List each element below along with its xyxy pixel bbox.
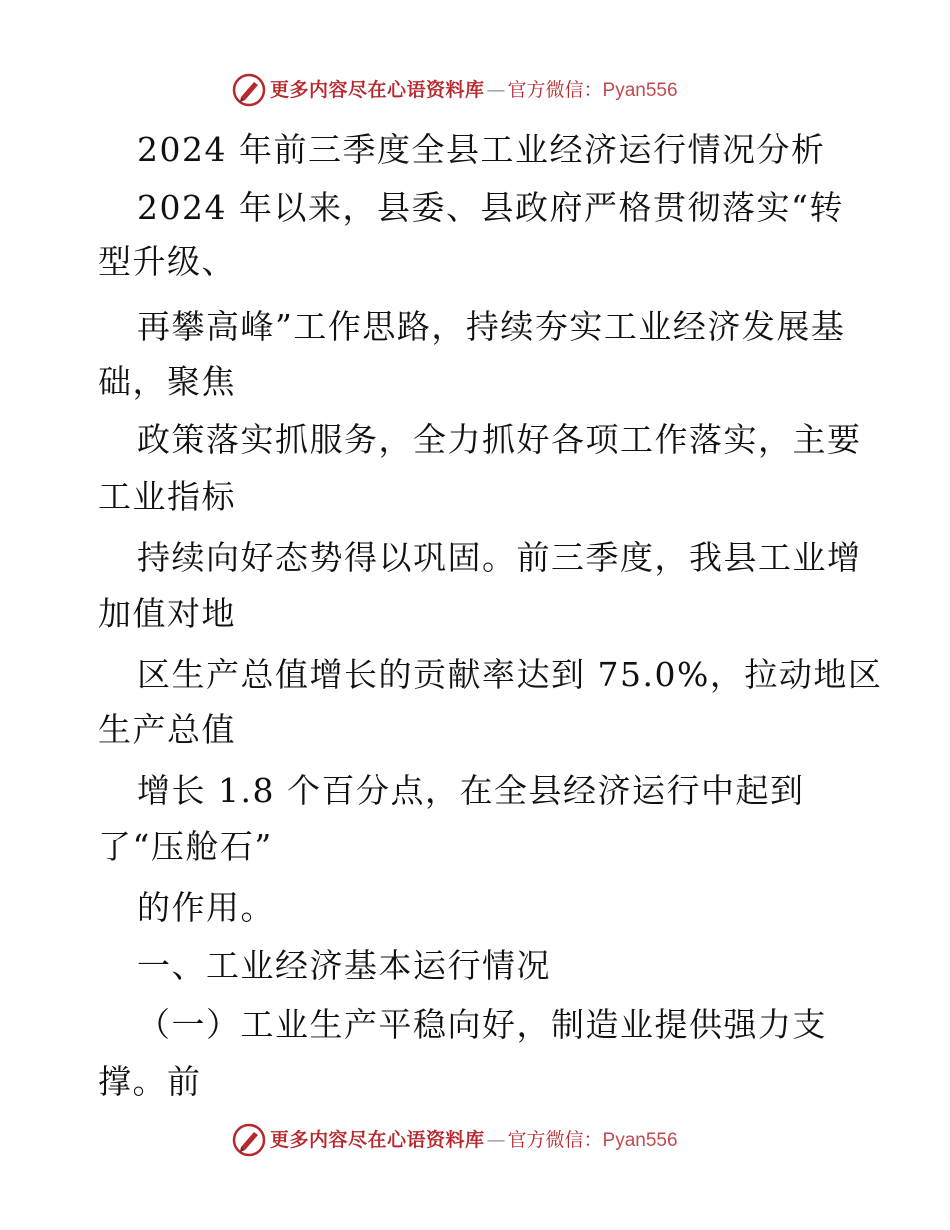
banner-separator: —	[486, 78, 506, 101]
banner-text	[270, 1128, 678, 1151]
banner-wechat-id: Pyan556	[602, 1129, 678, 1151]
paragraph-line: 加值对地	[98, 594, 236, 633]
header-watermark-banner	[232, 70, 752, 110]
banner-main-text: 更多内容尽在心语资料库	[270, 1128, 485, 1151]
document-title: 2024 年前三季度全县工业经济运行情况分析	[137, 130, 826, 169]
paragraph-line: 的作用。	[137, 888, 275, 927]
banner-separator: —	[486, 1128, 506, 1151]
paragraph-line: 2024 年以来，县委、县政府严格贯彻落实“转	[137, 188, 844, 227]
footer-watermark-banner	[232, 1120, 752, 1160]
paragraph-line: 生产总值	[98, 710, 236, 749]
paragraph-line: 型升级、	[98, 242, 236, 281]
banner-text	[270, 78, 678, 101]
pen-logo-icon	[232, 73, 266, 107]
paragraph-line: 础，聚焦	[98, 362, 236, 401]
paragraph-line: 了“压舱石”	[98, 827, 273, 866]
banner-wechat-label: 官方微信：	[507, 78, 603, 101]
banner-wechat-label: 官方微信：	[507, 1128, 603, 1151]
pen-logo-icon	[232, 1123, 266, 1157]
paragraph-line: 再攀高峰”工作思路，持续夯实工业经济发展基	[137, 307, 846, 346]
paragraph-line: 增长 1.8 个百分点，在全县经济运行中起到	[137, 771, 805, 810]
subsection-heading: （一）工业生产平稳向好，制造业提供强力支	[137, 1005, 827, 1044]
section-heading: 一、工业经济基本运行情况	[137, 946, 551, 985]
banner-wechat-id: Pyan556	[602, 79, 678, 101]
paragraph-line: 政策落实抓服务，全力抓好各项工作落实，主要	[137, 420, 862, 459]
paragraph-line: 撑。前	[98, 1062, 202, 1101]
paragraph-line: 工业指标	[98, 477, 236, 516]
banner-main-text: 更多内容尽在心语资料库	[270, 78, 485, 101]
paragraph-line: 持续向好态势得以巩固。前三季度，我县工业增	[137, 538, 862, 577]
paragraph-line: 区生产总值增长的贡献率达到 75.0%，拉动地区	[137, 655, 883, 694]
